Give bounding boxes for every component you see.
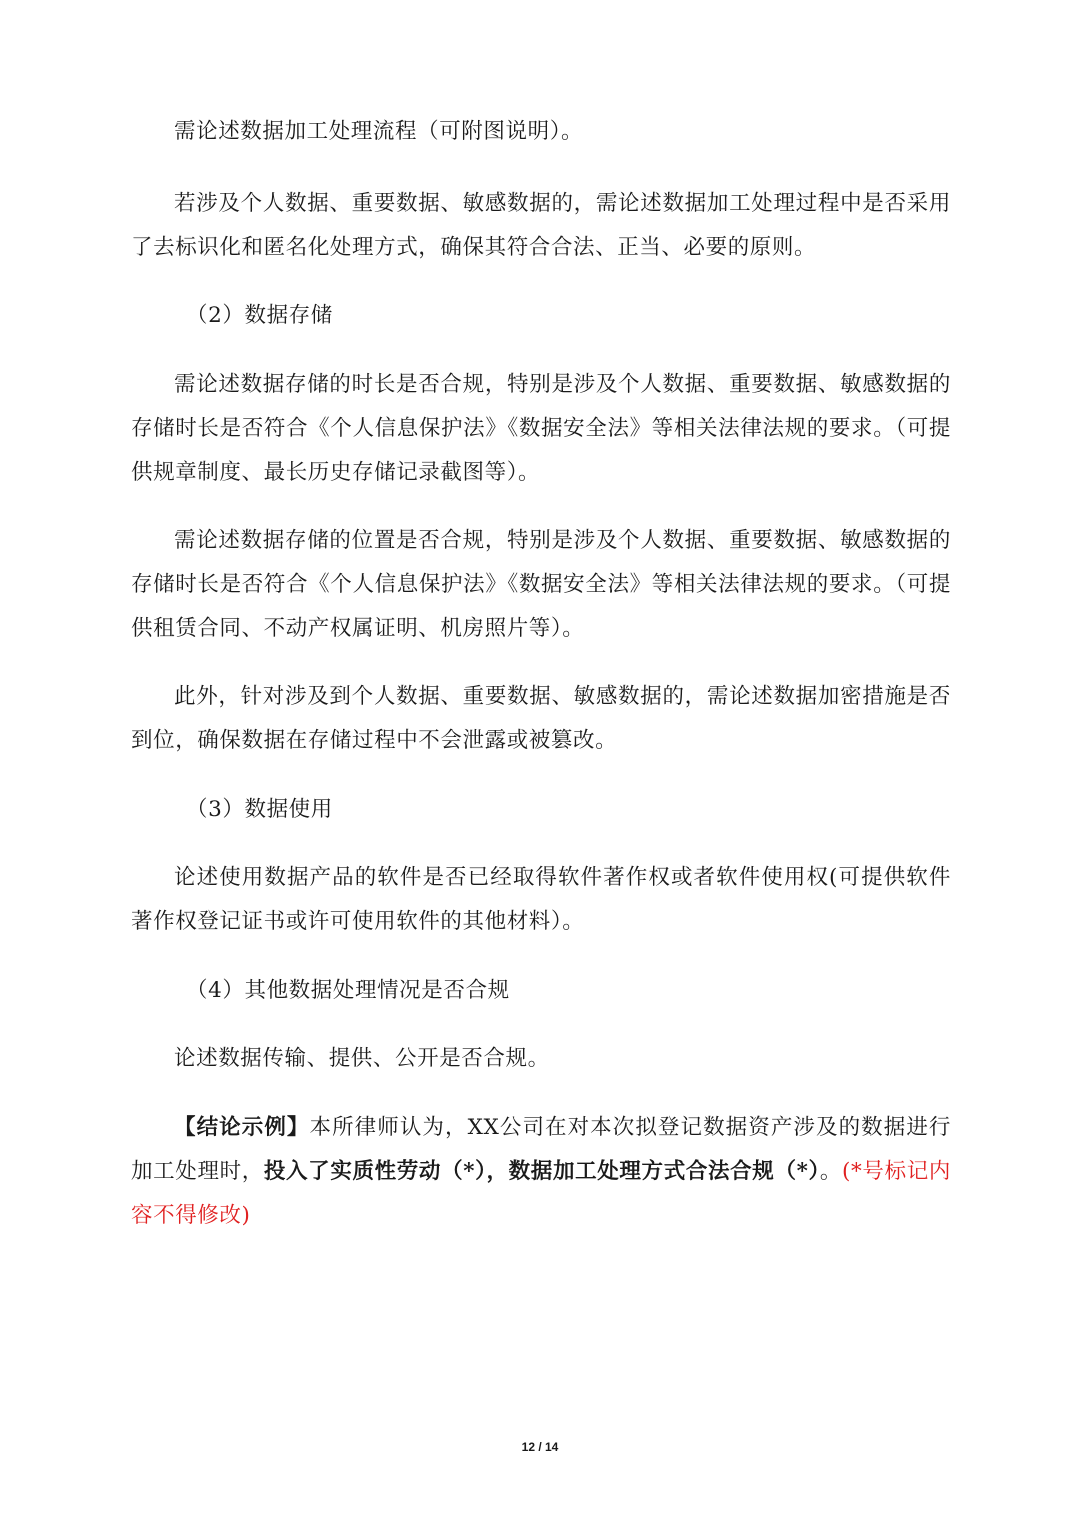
conclusion-text: 本所律师认为，XX公司在对本次拟登记数据资产涉及的数据进行加工处理时， (131, 1115, 952, 1184)
heading-other-processing: （4）其他数据处理情况是否合规 (186, 978, 510, 1003)
paragraph-processing-flow: 需论述数据加工处理流程（可附图说明）。 (174, 119, 584, 144)
paragraph-deidentification: 若涉及个人数据、重要数据、敏感数据的，需论述数据加工处理过程中是否采用了去标识化和匿名化处理方式，确保其符合合法、正当、必要的原则。 (131, 191, 951, 260)
paragraph-transmission: 论述数据传输、提供、公开是否合规。 (174, 1046, 550, 1071)
paragraph-software-rights: 论述使用数据产品的软件是否已经取得软件著作权或者软件使用权(可提供软件著作权登记证书或许可使用软件的其他材料）。 (131, 865, 951, 934)
conclusion-note: (*号标记内容不得修改) (131, 1159, 951, 1228)
heading-data-use: （3）数据使用 (186, 797, 333, 822)
heading-data-storage: （2）数据存储 (186, 303, 333, 328)
paragraph-conclusion (131, 1106, 951, 1238)
paragraph-storage-duration: 需论述数据存储的时长是否合规，特别是涉及个人数据、重要数据、敏感数据的存储时长是否符合《个人信息保护法》《数据安全法》等相关法律法规的要求。（可提供规章制度、最长历史存储记录截图等）。 (131, 372, 951, 485)
paragraph-storage-location: 需论述数据存储的位置是否合规，特别是涉及个人数据、重要数据、敏感数据的存储时长是否符合《个人信息保护法》《数据安全法》等相关法律法规的要求。（可提供租赁合同、不动产权属证明、机房照片等）。 (131, 528, 951, 641)
conclusion-bold-claim: 投入了实质性劳动（*），数据加工处理方式合法合规（*） (263, 1159, 820, 1184)
conclusion-label: 【结论示例】 (174, 1115, 310, 1140)
conclusion-text-end: 。 (819, 1159, 843, 1184)
paragraph-encryption: 此外，针对涉及到个人数据、重要数据、敏感数据的，需论述数据加密措施是否到位，确保数据在存储过程中不会泄露或被篡改。 (131, 684, 951, 753)
page-number: 12 / 14 (521, 1440, 559, 1454)
